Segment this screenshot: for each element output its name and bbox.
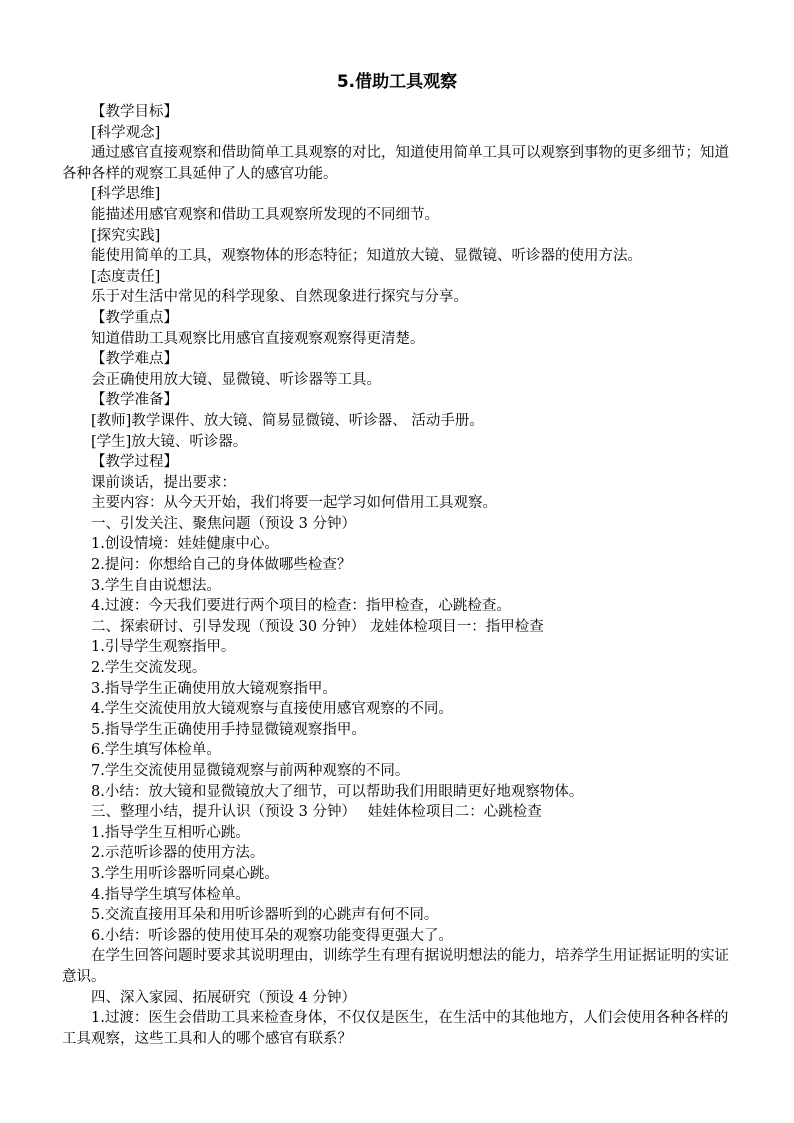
text-line: [探究实践]	[91, 227, 161, 244]
text-line: 3.指导学生正确使用放大镜观察指甲。	[91, 680, 337, 697]
page-title: 5.借助工具观察	[336, 72, 458, 92]
text-line: 6.学生填写体检单。	[91, 742, 221, 759]
text-line: 一、引发关注、聚焦问题（预设 3 分钟）	[91, 515, 356, 532]
text-line: 在学生回答问题时要求其说明理由，训练学生有理有据说明想法的能力，培养学生用证据证明的实证意识。	[62, 948, 729, 985]
text-line: 3.学生自由说想法。	[91, 577, 221, 594]
text-line: 能使用简单的工具，观察物体的形态特征；知道放大镜、显微镜、听诊器的使用方法。	[91, 248, 642, 265]
text-line: 2.提问：你想给自己的身体做哪些检查？	[91, 557, 352, 574]
text-line: 三、整理小结，提升认识（预设 3 分钟） 娃娃体检项目二：心跳检查	[91, 804, 542, 821]
text-line: 6.小结：听诊器的使用使耳朵的观察功能变得更强大了。	[91, 927, 453, 944]
text-line: 2.学生交流发现。	[91, 660, 207, 677]
text-line: 5.交流直接用耳朵和用听诊器听到的心跳声有何不同。	[91, 907, 439, 924]
document-body	[62, 102, 738, 1049]
text-line: 能描述用感官观察和借助工具观察所发现的不同细节。	[91, 206, 439, 223]
text-line: 4.指导学生填写体检单。	[91, 886, 250, 903]
text-line: 2.示范听诊器的使用方法。	[91, 845, 265, 862]
text-line: 1.创设情境：娃娃健康中心。	[91, 536, 279, 553]
text-line: 课前谈话，提出要求：	[91, 474, 236, 491]
text-line: [科学观念]	[91, 124, 161, 141]
text-line: 5.指导学生正确使用手持显微镜观察指甲。	[91, 721, 366, 738]
text-line: 7.学生交流使用显微镜观察与前两种观察的不同。	[91, 763, 410, 779]
text-line: 知道借助工具观察比用感官直接观察观察得更清楚。	[91, 330, 425, 347]
text-line: 四、深入家园、拓展研究（预设 4 分钟）	[91, 989, 356, 1006]
text-line: 1.过渡：医生会借助工具来检查身体，不仅仅是医生，在生活中的其他地方，人们会使用各种各样的工具观察，这些工具和人的哪个感官有联系？	[62, 1010, 729, 1047]
text-line: 【教学过程】	[91, 454, 178, 471]
text-line: 主要内容：从今天开始，我们将要一起学习如何借用工具观察。	[91, 495, 497, 512]
text-line: 8.小结：放大镜和显微镜放大了细节，可以帮助我们用眼睛更好地观察物体。	[91, 783, 584, 800]
text-line: 1.指导学生互相听心跳。	[91, 824, 250, 841]
text-line: 通过感官直接观察和借助简单工具观察的对比，知道使用简单工具可以观察到事物的更多细节；知道各种各样的观察工具延伸了人的感官功能。	[62, 145, 729, 182]
text-line: [科学思维]	[91, 186, 161, 203]
text-line: [教师]教学课件、放大镜、简易显微镜、听诊器、 活动手册。	[91, 412, 484, 429]
text-line: [态度责任]	[91, 268, 161, 285]
text-line: 1.引导学生观察指甲。	[91, 639, 236, 656]
text-line: 会正确使用放大镜、显微镜、听诊器等工具。	[91, 371, 381, 388]
text-line: 【教学重点】	[91, 309, 178, 326]
text-line: 【教学难点】	[91, 351, 178, 368]
text-line: 【教学目标】	[91, 104, 178, 120]
text-line: [学生]放大镜、听诊器。	[91, 433, 248, 450]
text-line: 4.学生交流使用放大镜观察与直接使用感官观察的不同。	[91, 701, 453, 718]
text-line: 【教学准备】	[91, 392, 178, 409]
text-line: 3.学生用听诊器听同桌心跳。	[91, 865, 279, 882]
text-line: 乐于对生活中常见的科学现象、自然现象进行探究与分享。	[91, 289, 468, 306]
text-line: 4.过渡：今天我们要进行两个项目的检查：指甲检查，心跳检查。	[91, 598, 511, 615]
text-line: 二、探索研讨、引导发现（预设 30 分钟） 龙娃体检项目一：指甲检查	[91, 618, 544, 635]
